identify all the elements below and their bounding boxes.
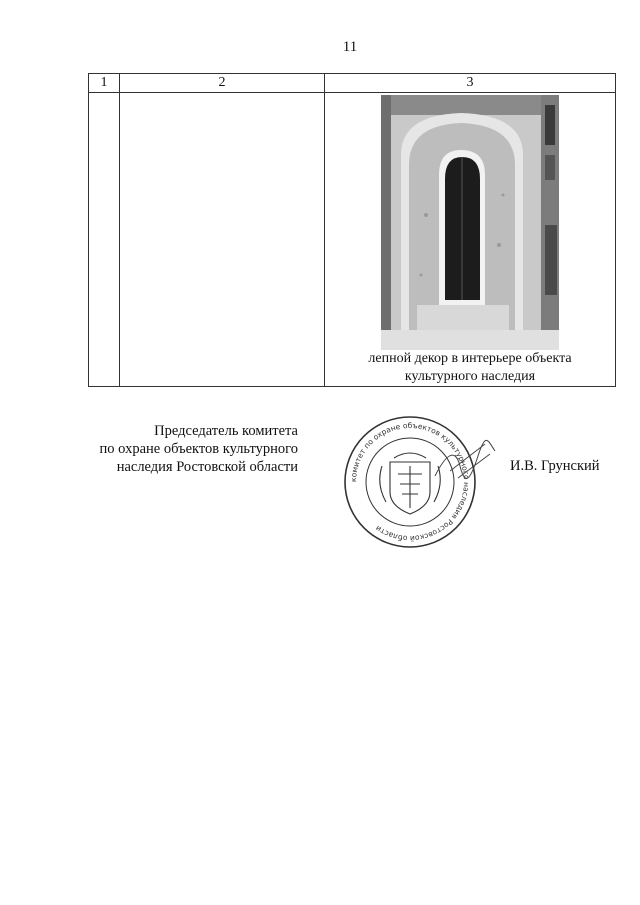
table-row <box>89 93 616 387</box>
header-col-1: 1 <box>89 74 120 93</box>
cell-col-2 <box>120 93 325 387</box>
table-header-row <box>89 74 616 93</box>
photo-caption <box>325 350 615 386</box>
cell-col-1 <box>89 93 120 387</box>
signer-title <box>88 422 298 476</box>
caption-line-2: культурного наследия <box>404 369 536 384</box>
header-col-3: 3 <box>325 74 616 93</box>
header-col-2: 2 <box>120 74 325 93</box>
signer-title-line-3: наследия Ростовской области <box>116 459 298 475</box>
page-number: 11 <box>342 39 358 55</box>
cell-col-3 <box>325 93 616 387</box>
arched-window-photo <box>381 95 559 350</box>
seal-text: комитет по охране объектов культурного наследия Ростовской области <box>348 420 472 544</box>
heritage-table <box>88 73 616 387</box>
caption-line-1: лепной декор в интерьере объекта <box>368 351 572 366</box>
signer-title-line-1: Председатель комитета <box>154 423 298 439</box>
signer-title-line-2: по охране объектов культурного <box>99 441 298 457</box>
handwritten-signature <box>430 436 500 491</box>
signer-name: И.В. Грунский <box>510 458 600 474</box>
